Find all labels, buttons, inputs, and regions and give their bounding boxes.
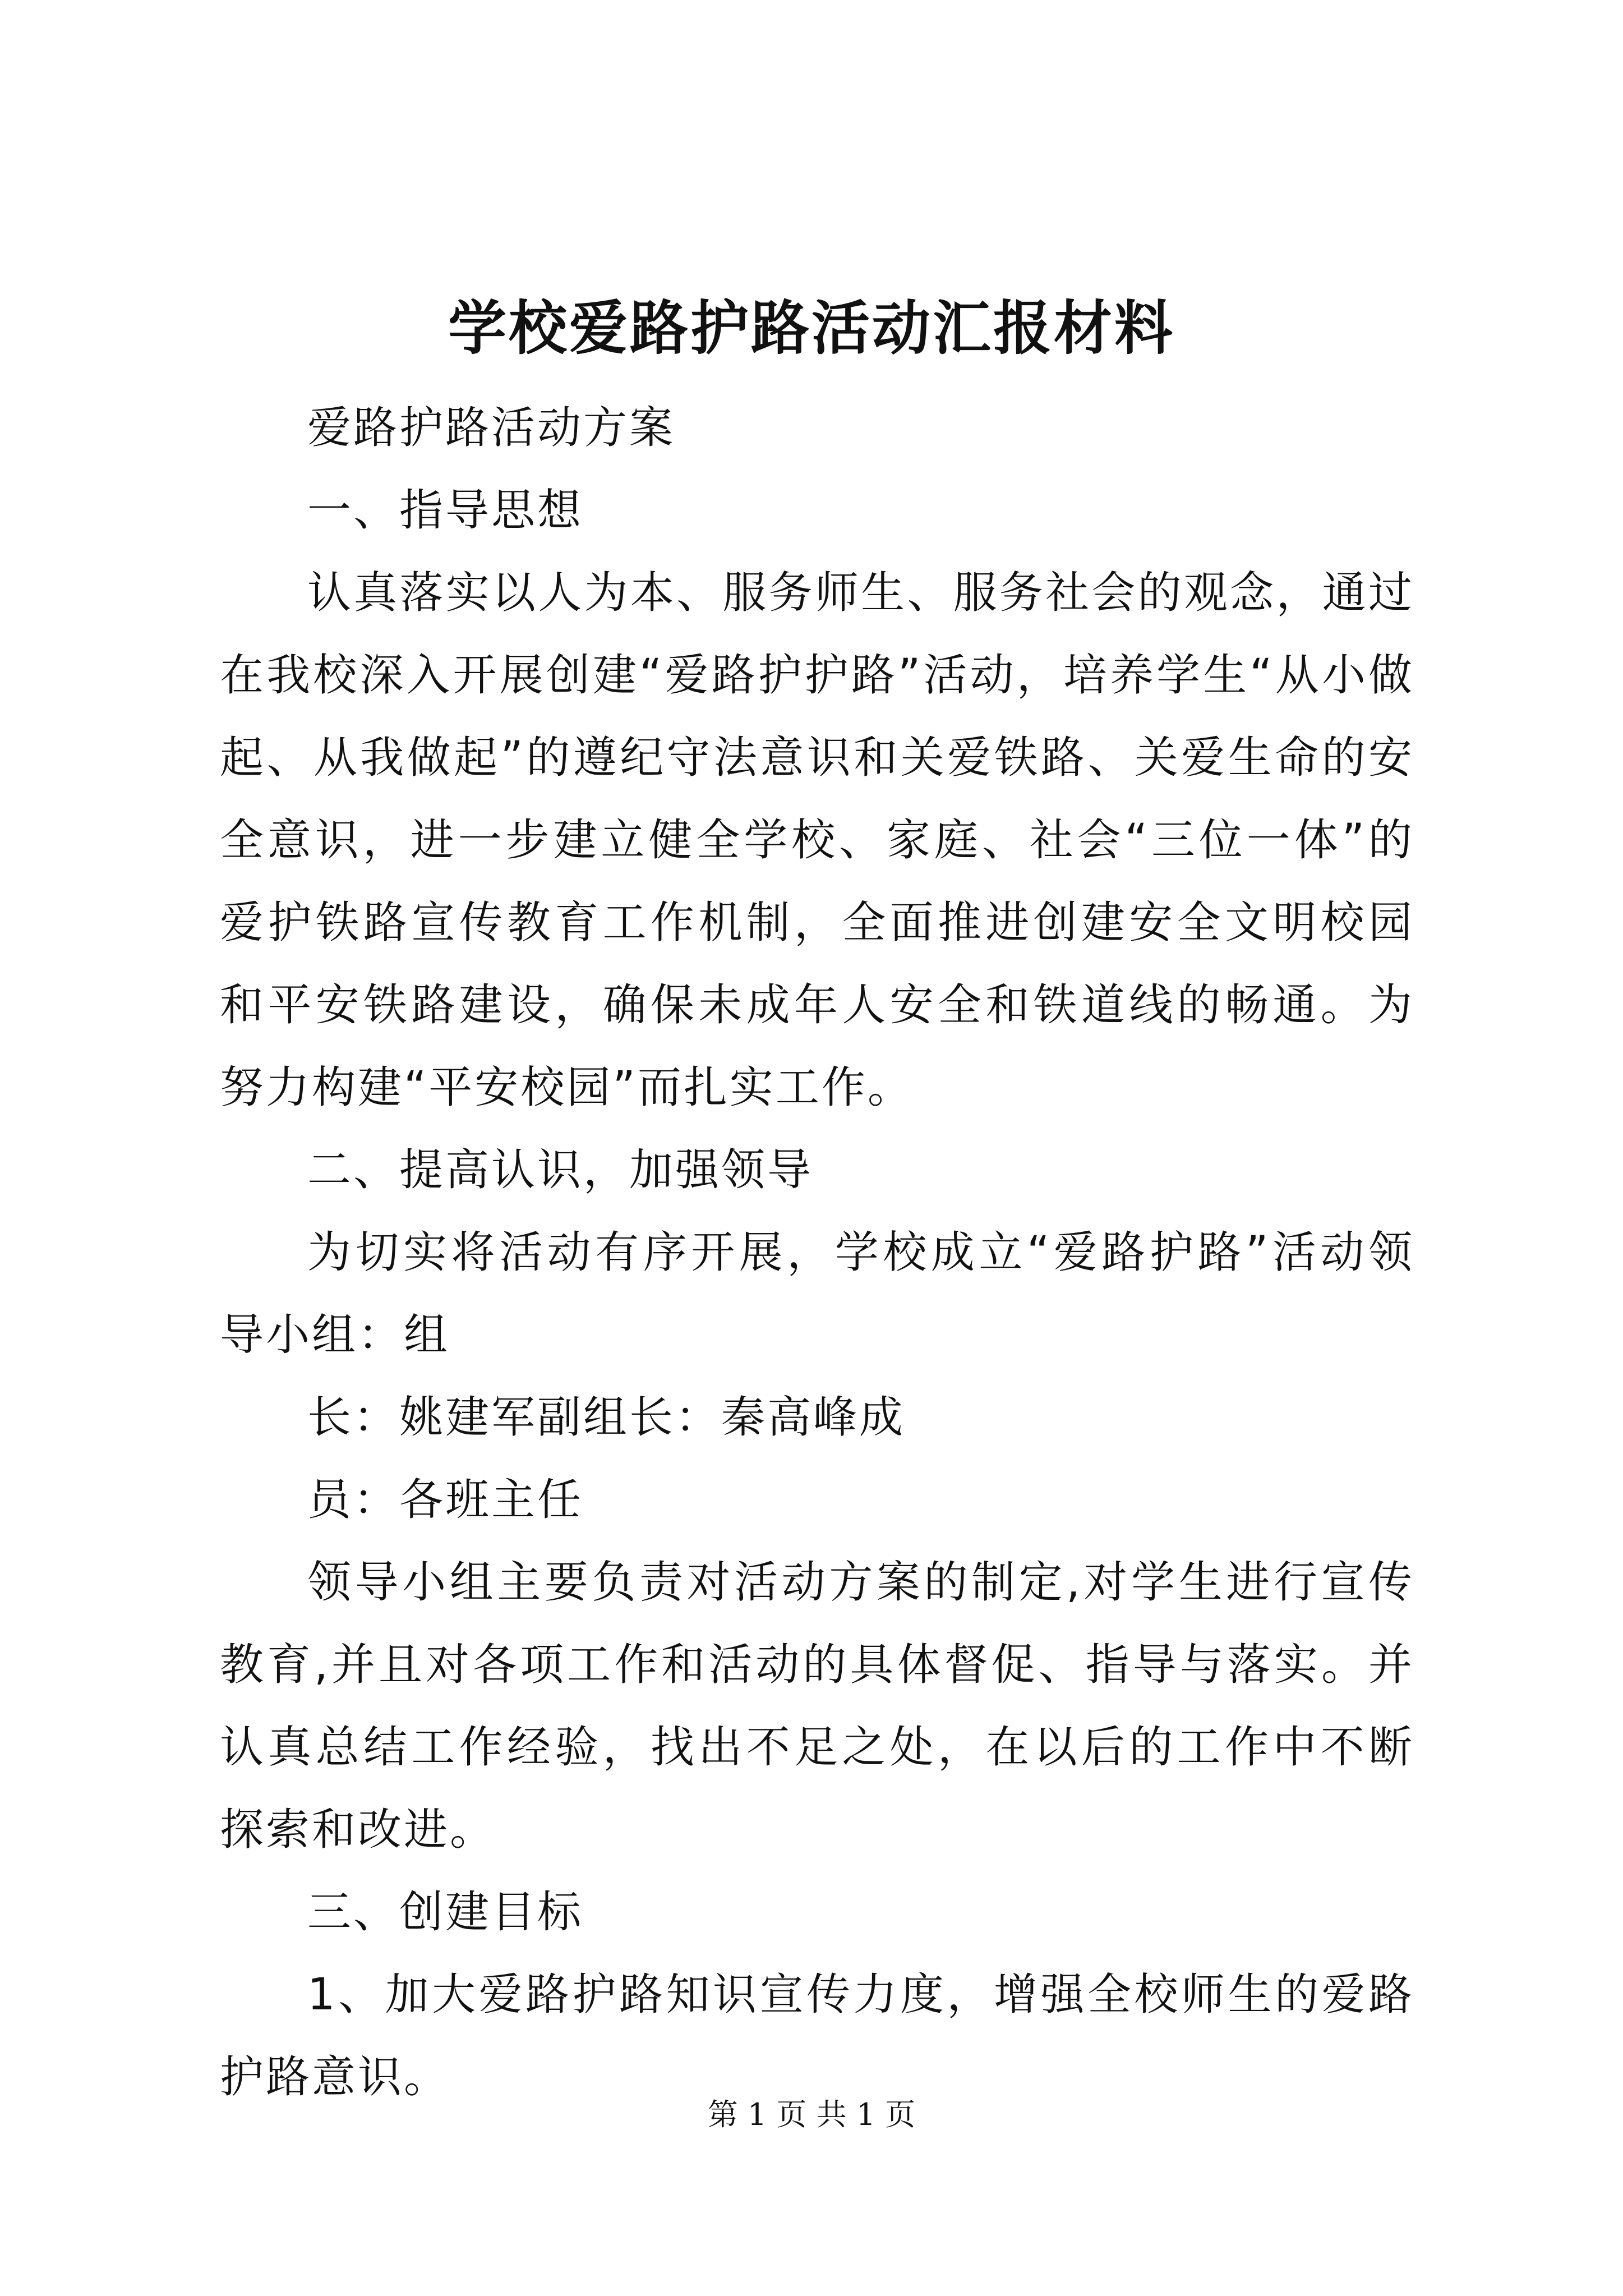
- heading-guiding-thought: 一、指导思想: [307, 485, 584, 536]
- paragraph-group-duties: 领导小组主要负责对活动方案的制定,对学生进行宣传教育,并且对各项工作和活动的具体督促、指导与落实。并认真总结工作经验，找出不足之处，在以后的工作中不断探索和改进。: [220, 1557, 1414, 1855]
- heading-leadership: 二、提高认识，加强领导: [307, 1145, 814, 1195]
- paragraph-goal-1: 1、加大爱路护路知识宣传力度，增强全校师生的爱路护路意识。: [220, 1970, 1414, 2102]
- document-title: 学校爱路护路活动汇报材料: [448, 293, 1175, 362]
- paragraph-group-members: 员：各班主任: [307, 1475, 584, 1525]
- document-body: [220, 387, 1414, 2119]
- page-footer: 第 1 页 共 1 页: [707, 2097, 916, 2132]
- paragraph-leadership-group: 为切实将活动有序开展，学校成立“爱路护路”活动领导小组：组: [220, 1227, 1414, 1360]
- heading-goals: 三、创建目标: [307, 1887, 584, 1938]
- paragraph-guiding-thought: 认真落实以人为本、服务师生、服务社会的观念，通过在我校深入开展创建“爱路护护路”活动，培养学生“从小做起、从我做起”的遵纪守法意识和关爱铁路、关爱生命的安全意识，进一步建立健全学校、家庭、社会“三位一体”的爱护铁路宣传教育工作机制，全面推进创建安全文明校园和平安铁路建设，确保未成年人安全和铁道线的畅通。为努力构建“平安校园”而扎实工作。: [220, 568, 1414, 1113]
- paragraph-group-leaders: 长：姚建军副组长：秦高峰成: [307, 1392, 906, 1443]
- paragraph-plan-title: 爱路护路活动方案: [307, 403, 676, 453]
